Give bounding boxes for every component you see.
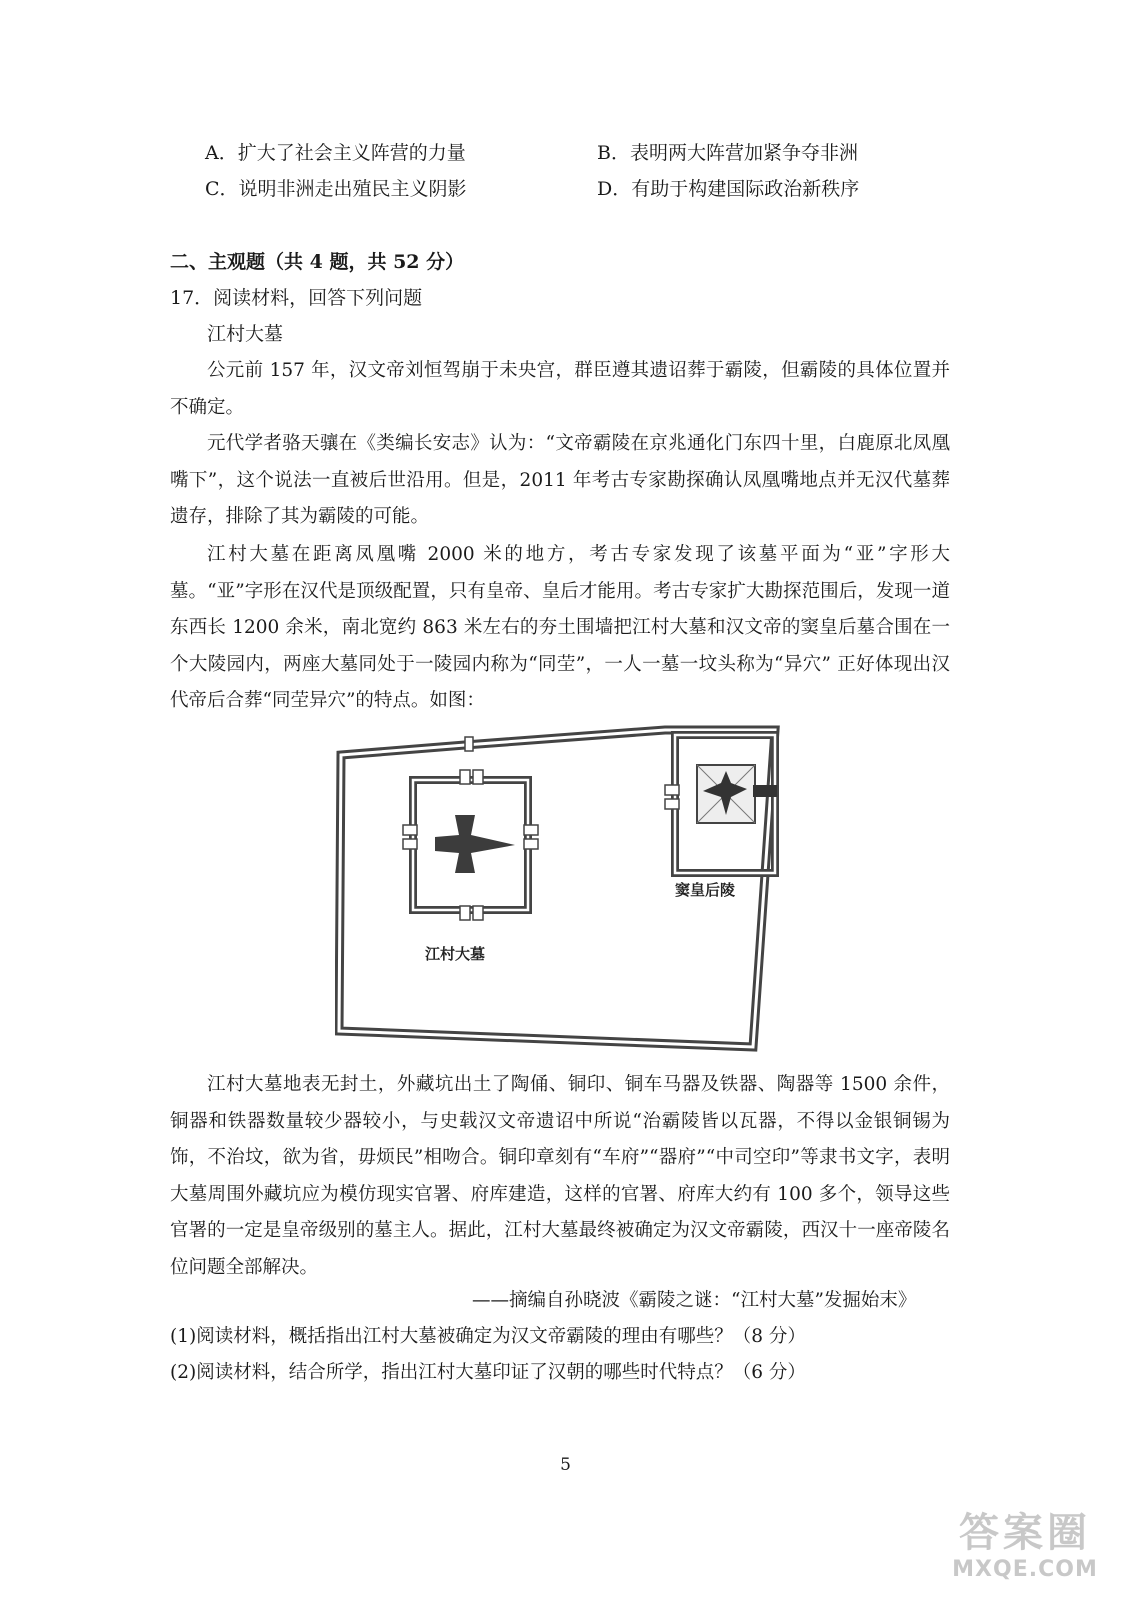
section-title: 二、主观题（共 4 题，共 52 分）	[170, 251, 465, 273]
sub-question-2: (2)阅读材料，结合所学，指出江村大墓印证了汉朝的哪些时代特点？（6 分）	[170, 1362, 806, 1383]
watermark-top: 答案圈	[959, 1510, 1091, 1556]
tomb-plan-figure	[335, 725, 780, 1055]
watermark	[935, 1510, 1115, 1590]
jiangcun-tomb-enclosure	[403, 770, 538, 920]
material-paragraph-4: 江村大墓地表无封土，外藏坑出土了陶俑、铜印、铜车马器及铁器、陶器等 1500 余件，铜器和铁器数量较少器较小，与史载汉文帝遗诏中所说“治霸陵皆以瓦器，不得以金银铜锡为饰，不治坟，欲为省，毋烦民”相吻合。铜印章刻有“车府”“器府”“中司空印”等隶书文字，表明大墓周围外藏坑应为模仿现实官署、府库建造，这样的官署、府库大约有 100 多个，领导这些官署的一定是皇帝级别的墓主人。据此，江村大墓最终被确定为汉文帝霸陵，西汉十一座帝陵名位问题全部解决。	[170, 1074, 950, 1278]
option-a: A．扩大了社会主义阵营的力量	[205, 142, 466, 164]
material-subtitle: 江村大墓	[207, 323, 284, 345]
material-paragraph-1: 公元前 157 年，汉文帝刘恒驾崩于未央宫，群臣遵其遗诏葬于霸陵，但霸陵的具体位置并不确定。	[170, 360, 950, 418]
tomb-plan-svg	[335, 725, 780, 1055]
material-paragraph-2: 元代学者骆天骧在《类编长安志》认为：“文帝霸陵在京兆通化门东四十里，白鹿原北凤凰嘴下”，这个说法一直被后世沿用。但是，2011 年考古专家勘探确认凤凰嘴地点并无汉代墓葬遗存，排除了其为霸陵的可能。	[170, 433, 950, 527]
material-source: ——摘编自孙晓波《霸陵之谜：“江村大墓”发掘始末》	[472, 1290, 917, 1311]
watermark-bottom: MXQE.COM	[952, 1557, 1098, 1582]
empress-dou-tomb-enclosure	[665, 735, 777, 873]
option-c: C．说明非洲走出殖民主义阴影	[205, 178, 467, 200]
material-paragraph-3: 江村大墓在距离凤凰嘴 2000 米的地方，考古专家发现了该墓平面为“亚”字形大墓。“亚”字形在汉代是顶级配置，只有皇帝、皇后才能用。考古专家扩大勘探范围后，发现一道东西长 1200 余米，南北宽约 863 米左右的夯土围墙把江村大墓和汉文帝的窦皇后墓合围在一个大陵园内，两座大墓同处于一陵园内称为“同茔”，一人一墓一坟头称为“异穴” 正好体现出汉代帝后合葬“同茔异穴”的特点。如图：	[170, 544, 950, 711]
label-main-tomb: 江村大墓	[424, 945, 486, 963]
page-number: 5	[560, 1455, 571, 1475]
option-b: B．表明两大阵营加紧争夺非洲	[597, 142, 858, 164]
question-number: 17．阅读材料，回答下列问题	[170, 287, 423, 309]
label-empress-tomb: 窦皇后陵	[674, 881, 736, 899]
jiangcun-tomb-shape	[435, 815, 515, 873]
sub-question-1: (1)阅读材料，概括指出江村大墓被确定为汉文帝霸陵的理由有哪些？（8 分）	[170, 1326, 806, 1347]
option-d: D．有助于构建国际政治新秩序	[597, 178, 860, 200]
